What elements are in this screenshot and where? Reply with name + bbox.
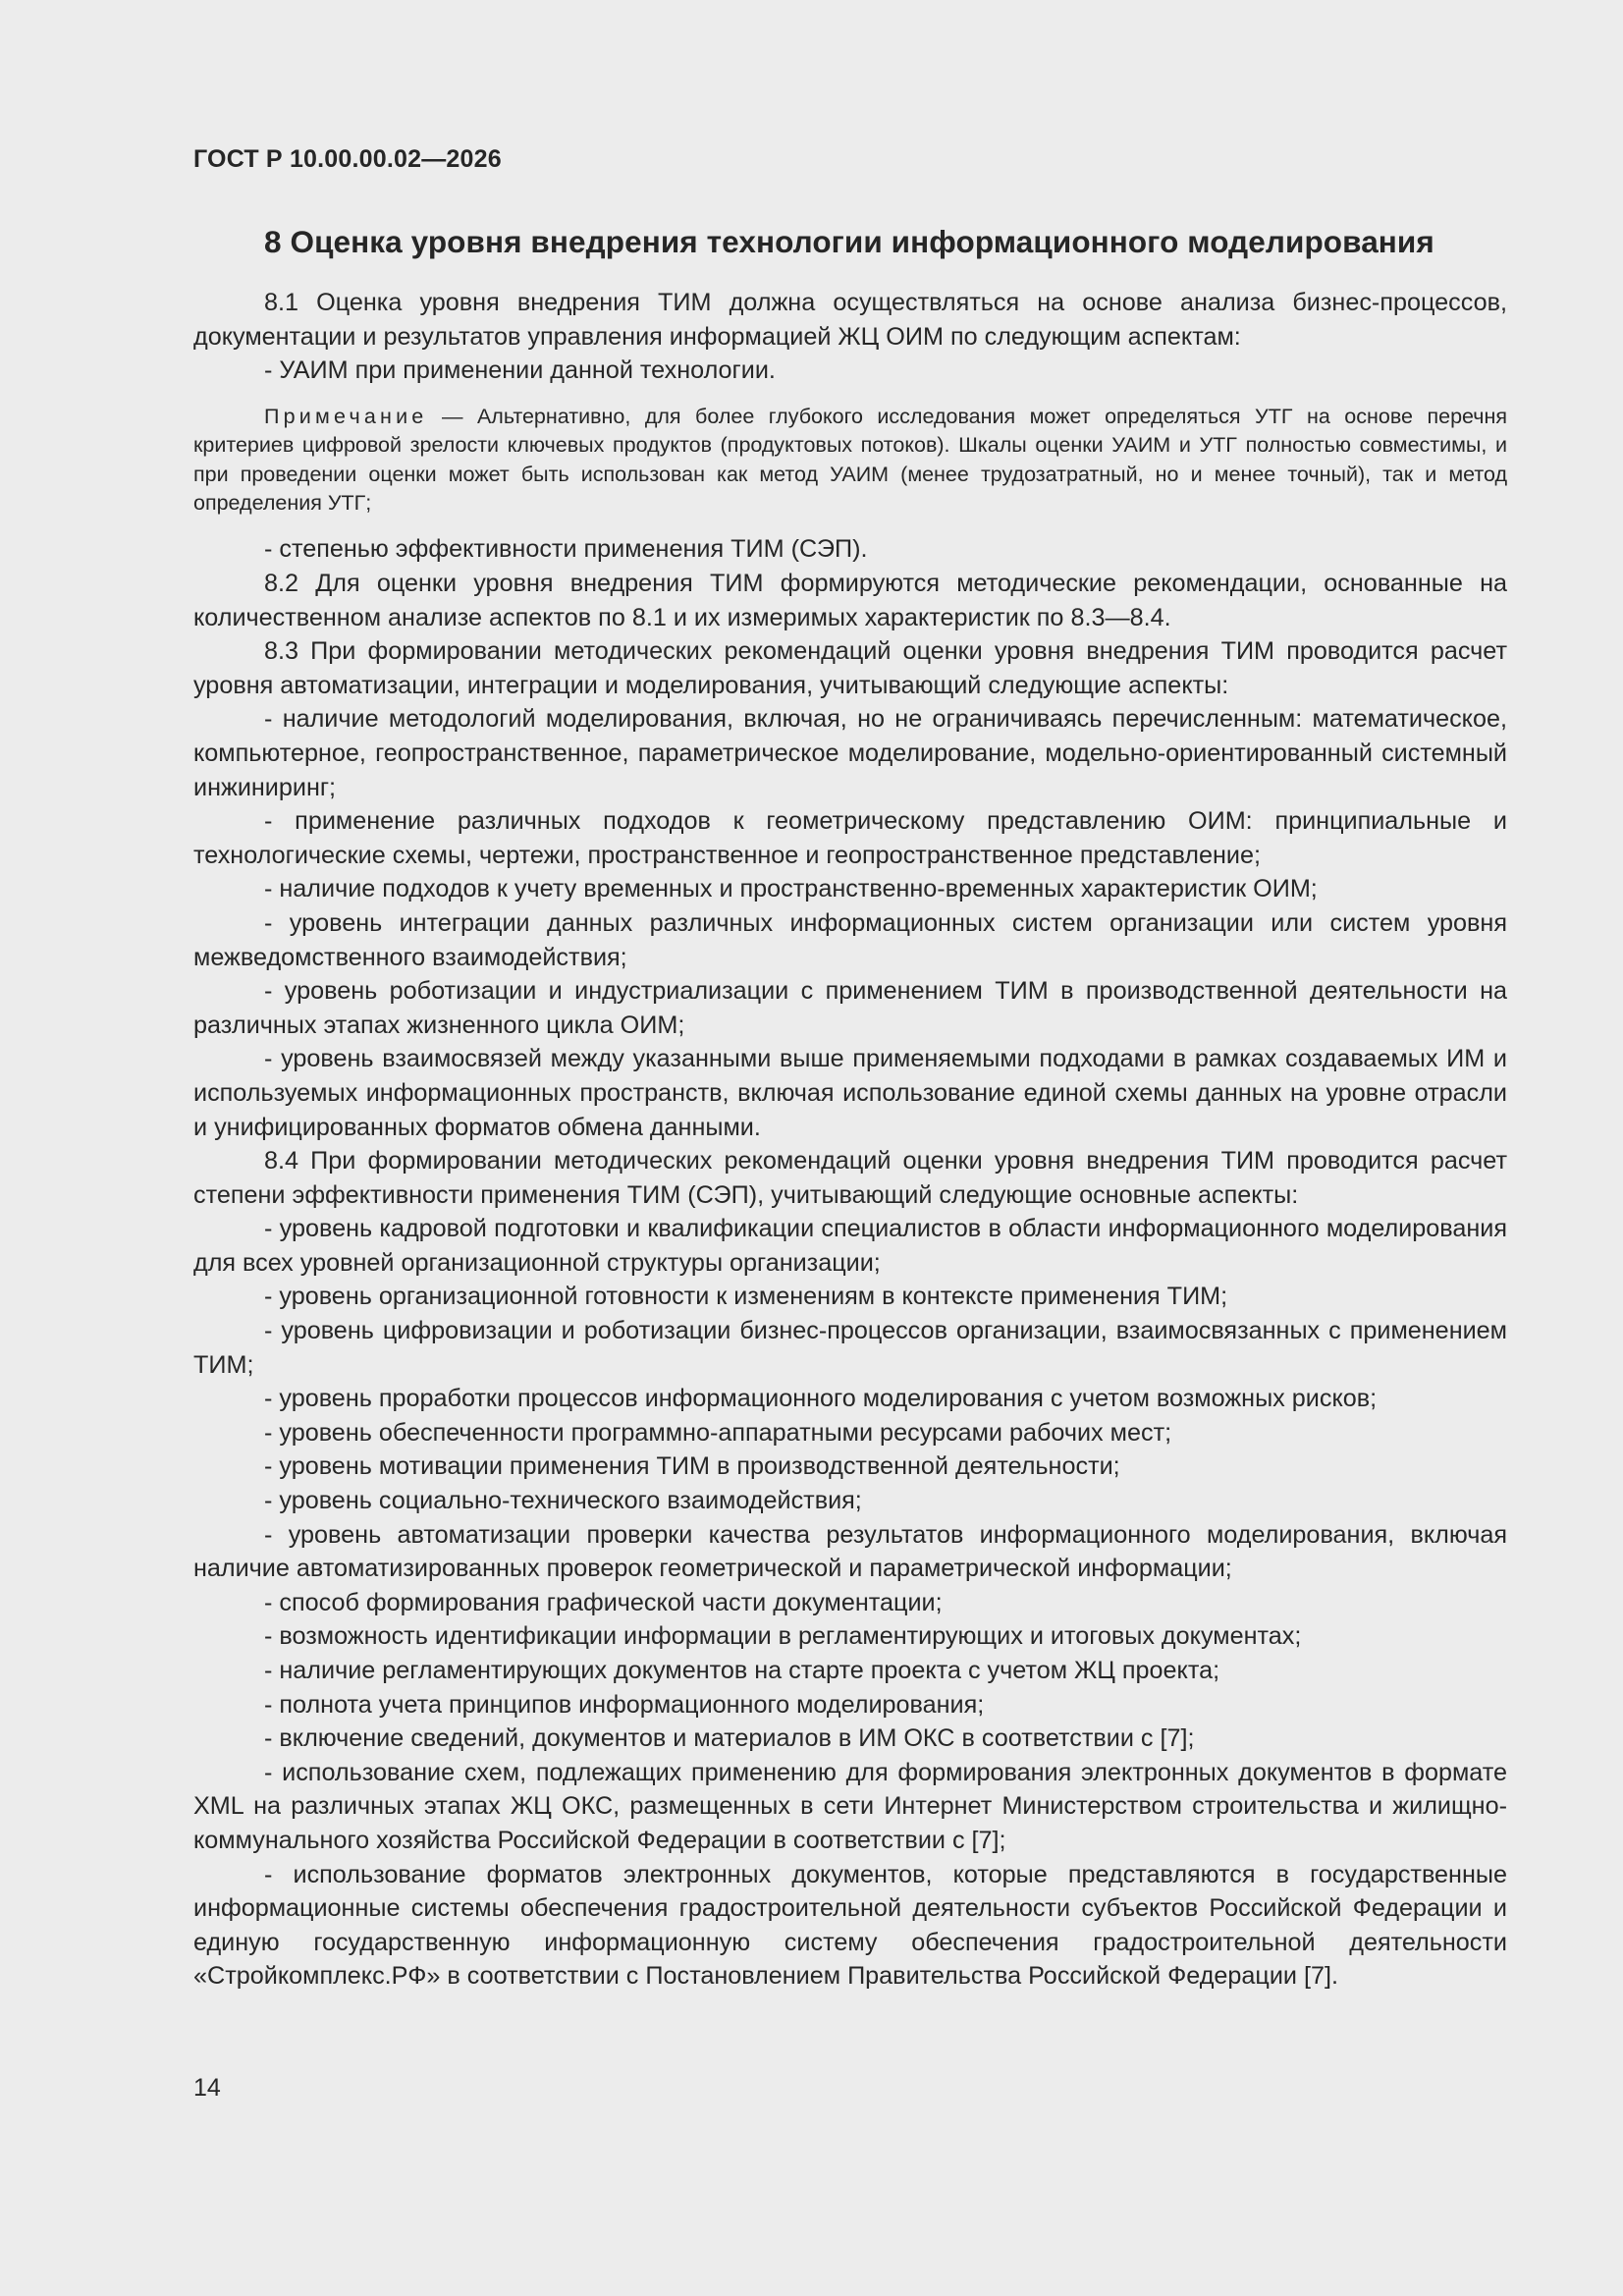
- list-item: - уровень организационной готовности к изменениям в контексте применения ТИМ;: [264, 1283, 1228, 1311]
- document-header: ГОСТ Р 10.00.00.02—2026: [193, 145, 502, 173]
- list-item: - УАИМ при применении данной технологии.: [264, 356, 776, 385]
- list-item: - уровень взаимосвязей между указанными выше применяемыми подходами в рамках создаваемых ИМ и используемых информационных пространств, включая использование единой схемы данных на уровне отрасли и унифицированных форматов обмена данными.: [193, 1045, 1507, 1141]
- page-number: 14: [193, 2074, 221, 2102]
- clause-8-2: 8.2 Для оценки уровня внедрения ТИМ формируются методические рекомендации, основанные на количественном анализе аспектов по 8.1 и их измеримых характеристик по 8.3—8.4.: [193, 570, 1507, 631]
- list-item: - наличие регламентирующих документов на старте проекта с учетом ЖЦ проекта;: [264, 1657, 1220, 1684]
- list-item: - возможность идентификации информации в регламентирующих и итоговых документах;: [264, 1622, 1302, 1651]
- body-text: [193, 286, 1507, 1994]
- list-item: - уровень кадровой подготовки и квалификации специалистов в области информационного моделирования для всех уровней организационной структуры организации;: [193, 1215, 1507, 1277]
- list-item: - уровень автоматизации проверки качества результатов информационного моделирования, включая наличие автоматизированных проверок геометрической и параметрической информации;: [193, 1520, 1507, 1583]
- clause-8-1: 8.1 Оценка уровня внедрения ТИМ должна осуществляться на основе анализа бизнес-процессов, документации и результатов управления информацией ЖЦ ОИМ по следующим аспектам:: [193, 289, 1507, 351]
- list-item: - уровень обеспеченности программно-аппаратными ресурсами рабочих мест;: [264, 1418, 1172, 1447]
- list-item: - уровень цифровизации и роботизации бизнес-процессов организации, взаимосвязанных с применением ТИМ;: [193, 1317, 1507, 1379]
- list-item: - способ формирования графической части документации;: [264, 1588, 943, 1616]
- list-item: - степенью эффективности применения ТИМ (СЭП).: [264, 535, 868, 564]
- section-title: 8 Оценка уровня внедрения технологии информационного моделирования: [264, 224, 1434, 259]
- list-item: - использование схем, подлежащих применению для формирования электронных документов в формате XML на различных этапах ЖЦ ОКС, размещенных в сети Интернет Министерством строительства и жилищно-коммунального хозяйства Российской Федерации в соответствии с [7];: [193, 1758, 1507, 1854]
- list-item: - включение сведений, документов и материалов в ИМ ОКС в соответствии с [7];: [264, 1724, 1195, 1753]
- list-item: - использование форматов электронных документов, которые представляются в государственные информационные системы обеспечения градостроительной деятельности субъектов Российской Федерации и единую государственную информационную систему обеспечения градостроительной деятельности «Стройкомплекс.РФ» в соответствии с Постановлением Правительства Российской Федерации [7].: [193, 1860, 1507, 1991]
- list-item: - полнота учета принципов информационного моделирования;: [264, 1690, 985, 1719]
- note: [193, 403, 1507, 519]
- clause-8-4: 8.4 При формировании методических рекомендаций оценки уровня внедрения ТИМ проводится расчет степени эффективности применения ТИМ (СЭП), учитывающий следующие основные аспекты:: [193, 1147, 1507, 1209]
- note-label: Примечание: [264, 404, 428, 428]
- list-item: - уровень мотивации применения ТИМ в производственной деятельности;: [264, 1452, 1120, 1481]
- note-text: — Альтернативно, для более глубокого исследования может определяться УТГ на основе перечня критериев цифровой зрелости ключевых продуктов (продуктовых потоков). Шкалы оценки УАИМ и УТГ полностью совместимы, и при проведении оценки может быть использован как метод УАИМ (менее трудозатратный, но и менее точный), так и метод определения УТГ;: [193, 404, 1507, 515]
- list-item: - уровень проработки процессов информационного моделирования с учетом возможных рисков;: [264, 1385, 1378, 1413]
- clause-8-3: 8.3 При формировании методических рекомендаций оценки уровня внедрения ТИМ проводится расчет уровня автоматизации, интеграции и моделирования, учитывающий следующие аспекты:: [193, 637, 1507, 699]
- list-item: - наличие методологий моделирования, включая, но не ограничиваясь перечисленным: математическое, компьютерное, геопространственное, параметрическое моделирование, модельно-ориентированный системный инжиниринг;: [193, 705, 1507, 801]
- list-item: - уровень социально-технического взаимодействия;: [264, 1487, 862, 1515]
- list-item: - наличие подходов к учету временных и пространственно-временных характеристик ОИМ;: [264, 875, 1318, 903]
- list-item: - применение различных подходов к геометрическому представлению ОИМ: принципиальные и технологические схемы, чертежи, пространственное и геопространственное представление;: [193, 807, 1507, 869]
- list-item: - уровень роботизации и индустриализации с применением ТИМ в производственной деятельности на различных этапах жизненного цикла ОИМ;: [193, 977, 1507, 1039]
- list-item: - уровень интеграции данных различных информационных систем организации или систем уровня межведомственного взаимодействия;: [193, 908, 1507, 971]
